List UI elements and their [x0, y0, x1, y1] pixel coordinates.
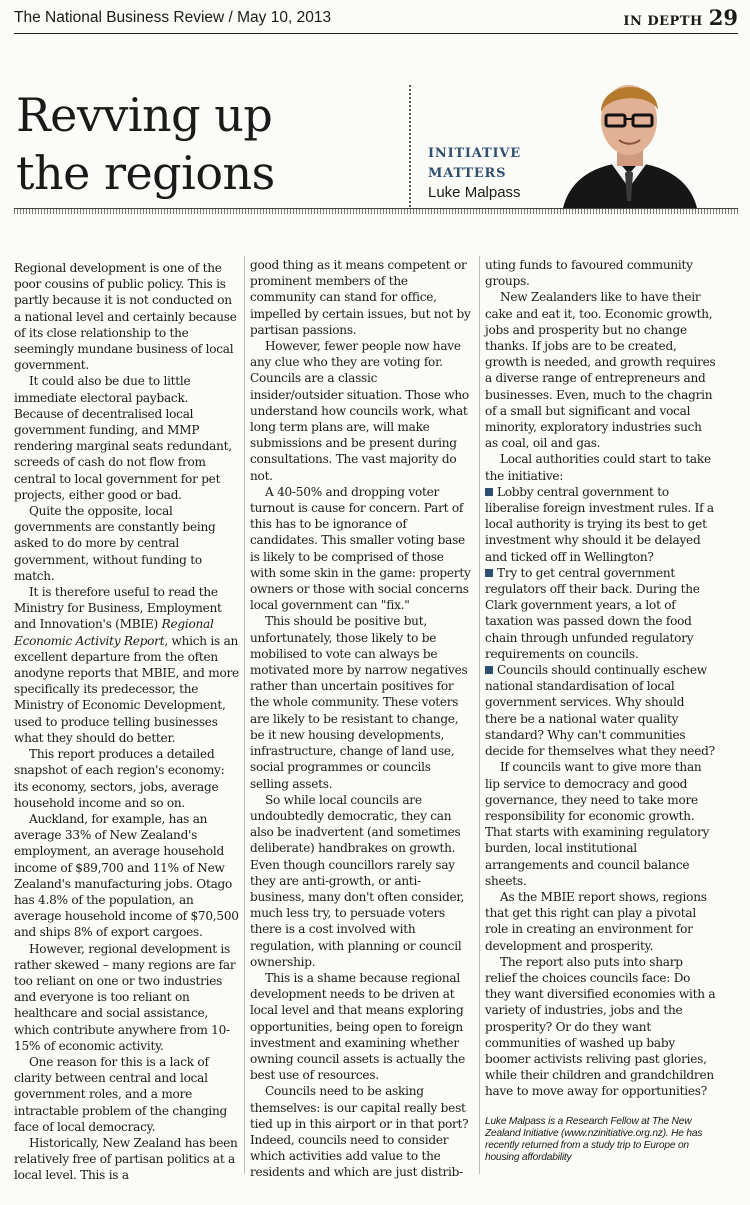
square-bullet-icon: [485, 666, 493, 674]
column-divider: [479, 256, 480, 1174]
square-bullet-icon: [485, 488, 493, 496]
square-bullet-icon: [485, 569, 493, 577]
report-title: Regional Economic Activity Report: [14, 617, 214, 648]
paragraph: This is a shame because regional development needs to be driven at local level and that means exploring opportunities, being open to foreign investment and examining whether owning council assets is actually the best use of resources.: [250, 970, 466, 1083]
bullet-item: [485, 484, 717, 565]
author-portrait-icon: [545, 70, 713, 208]
paragraph: [14, 584, 240, 746]
bullet-item: [485, 662, 717, 759]
bullet-text: Lobby central government to liberalise foreign investment rules. If a local authority is trying its best to get investment why should it be delayed and ticked off in Wellington?: [485, 484, 714, 564]
paragraph: Auckland, for example, has an average 33% of New Zealand's employment, an average household income of $89,700 and 11% of New Zealand's manufacturing jobs. Otago has 4.8% of the population, an average household income of $70,500 and ships 8% of export cargoes.: [14, 811, 239, 940]
publication-name: The National Business Review: [14, 9, 225, 26]
column-label-line-2: MATTERS: [428, 166, 507, 181]
paragraph: The report also puts into sharp relief the choices councils face: Do they want diversified economies with a variety of industries, jobs and the prosperity? Or do they want communities of washed up baby boomer activists reliving past glories, while their children and grandchildren have to move away for opportunities?: [485, 954, 716, 1099]
paragraph: This report produces a detailed snapshot of each region's economy: its economy, sectors, jobs, average household income and so on.: [14, 747, 225, 810]
page-number: 29: [708, 5, 738, 30]
headline-line-1: Revving up: [16, 88, 273, 142]
section-name: IN DEPTH: [623, 14, 703, 29]
author-byline: Luke Malpass: [428, 184, 521, 201]
headline: [16, 86, 376, 202]
paragraph: good thing as it means competent or prominent members of the community can stand for office, impelled by certain issues, but not by partisan passions.: [250, 258, 471, 337]
paragraph: However, fewer people now have any clue who they are voting for. Councils are a classic insider/outsider situation. Those who understand how councils work, what long term plans are, will make submissions and be present during consultations. The vast majority do not.: [250, 339, 469, 483]
issue-date: May 10, 2013: [237, 9, 332, 26]
section-header: [623, 5, 738, 30]
bullet-item: [485, 565, 717, 662]
paragraph: So while local councils are undoubtedly democratic, they can also be inadvertent (and sometimes deliberate) handbrakes on growth. Even though councillors rarely say they are anti-growth, or anti-business, many don't often consider, much less try, to persuade voters there is a cost involved with regulation, with planning or council ownership.: [250, 792, 465, 969]
paragraph: One reason for this is a lack of clarity between central and local government roles, and a more intractable problem of the changing face of local democracy.: [14, 1054, 228, 1134]
paragraph: Regional development is one of the poor cousins of public policy. This is partly because it is not conducted on a national level and certainly because of its close relationship to the seemingly mundane business of local government.: [14, 261, 237, 373]
paragraph: If councils want to give more than lip service to democracy and good governance, they need to take more responsibility for economic growth. That starts with examining regulatory burden, local institutional arrangements and council balance sheets.: [485, 760, 710, 888]
bullet-text: Try to get central government regulators off their back. During the Clark government years, a lot of taxation was passed down the food chain through unfunded regulatory requirements on councils.: [485, 565, 700, 661]
article-column-1: [14, 260, 240, 1184]
paragraph: Local authorities could start to take the initiative:: [485, 452, 711, 483]
paragraph: New Zealanders like to have their cake and eat it, too. Economic growth, jobs and prosperity but no change thanks. If jobs are to be created, growth is needed, and growth requires a diverse range of entrepreneurs and businesses. Even, much to the chagrin of a small but significant and vocal minority, exploratory industries such as coal, oil and gas.: [485, 290, 716, 451]
column-label: [428, 144, 521, 184]
article-column-3: [485, 257, 717, 1164]
headline-line-2: the regions: [16, 146, 275, 200]
paragraph: As the MBIE report shows, regions that get this right can play a pivotal role in creating an environment for development and prosperity.: [485, 889, 707, 953]
paragraph: Quite the opposite, local governments are constantly being asked to do more by central government, without funding to match.: [14, 504, 216, 583]
dotted-separator: [409, 85, 411, 207]
column-divider: [244, 256, 245, 1174]
paragraph: uting funds to favoured community groups.: [485, 258, 693, 289]
article-column-2: [250, 257, 473, 1181]
paragraph: A 40-50% and dropping voter turnout is cause for concern. Part of this has to be ignorance of candidates. This smaller voting base is likely to be comprised of those with some skin in the game: property owners or those with social concerns local government can "fix.": [250, 484, 471, 613]
paragraph: However, regional development is rather skewed – many regions are far too reliant on one or two industries and everyone is too reliant on healthcare and social assistance, which contribute anywhere from 10-15% of economic activity.: [14, 941, 236, 1053]
paragraph: It could also be due to little immediate electoral payback. Because of decentralised local government funding, and MMP rendering marginal seats redundant, screeds of cash do not flow from central to local government for pet projects, either good or bad.: [14, 374, 232, 502]
paragraph-text: , which is an excellent departure from the often anodyne reports that MBIE, and more specifically its predecessor, the Ministry of Economic Development, used to produce telling businesses what they should do better.: [14, 633, 239, 745]
paragraph: Councils need to be asking themselves: is our capital really best tied up in this airport or in that port? Indeed, councils need to consider which activities add value to the residents and which are just distrib-: [250, 1084, 469, 1180]
header-hatch-rule: [14, 208, 738, 214]
masthead: The National Business Review / May 10, 2013: [14, 9, 332, 26]
paragraph: Historically, New Zealand has been relatively free of partisan politics at a local level. This is a: [14, 1135, 238, 1183]
header-rule: [14, 33, 738, 34]
paragraph-text: It is therefore useful to read the Ministry for Business, Employment and Innovation's (MBIE): [14, 585, 222, 632]
author-bio: Luke Malpass is a Research Fellow at The New Zealand Initiative (www.nzinitiative.org.nz). He has recently returned from a study trip to Europe on housing affordability: [485, 1115, 703, 1164]
paragraph: This should be positive but, unfortunately, those likely to be mobilised to vote can always be motivated more by narrow negatives rather than uncertain positives for the whole community. These voters are likely to be resistant to change, be it new housing developments, infrastructure, change of land use, social programmes or councils selling assets.: [250, 614, 468, 791]
bullet-text: Councils should continually eschew national standardisation of local government services. Why should there be a national water quality standard? Why can't communities decide for themselves what they need?: [485, 663, 715, 759]
column-label-line-1: INITIATIVE: [428, 146, 521, 161]
